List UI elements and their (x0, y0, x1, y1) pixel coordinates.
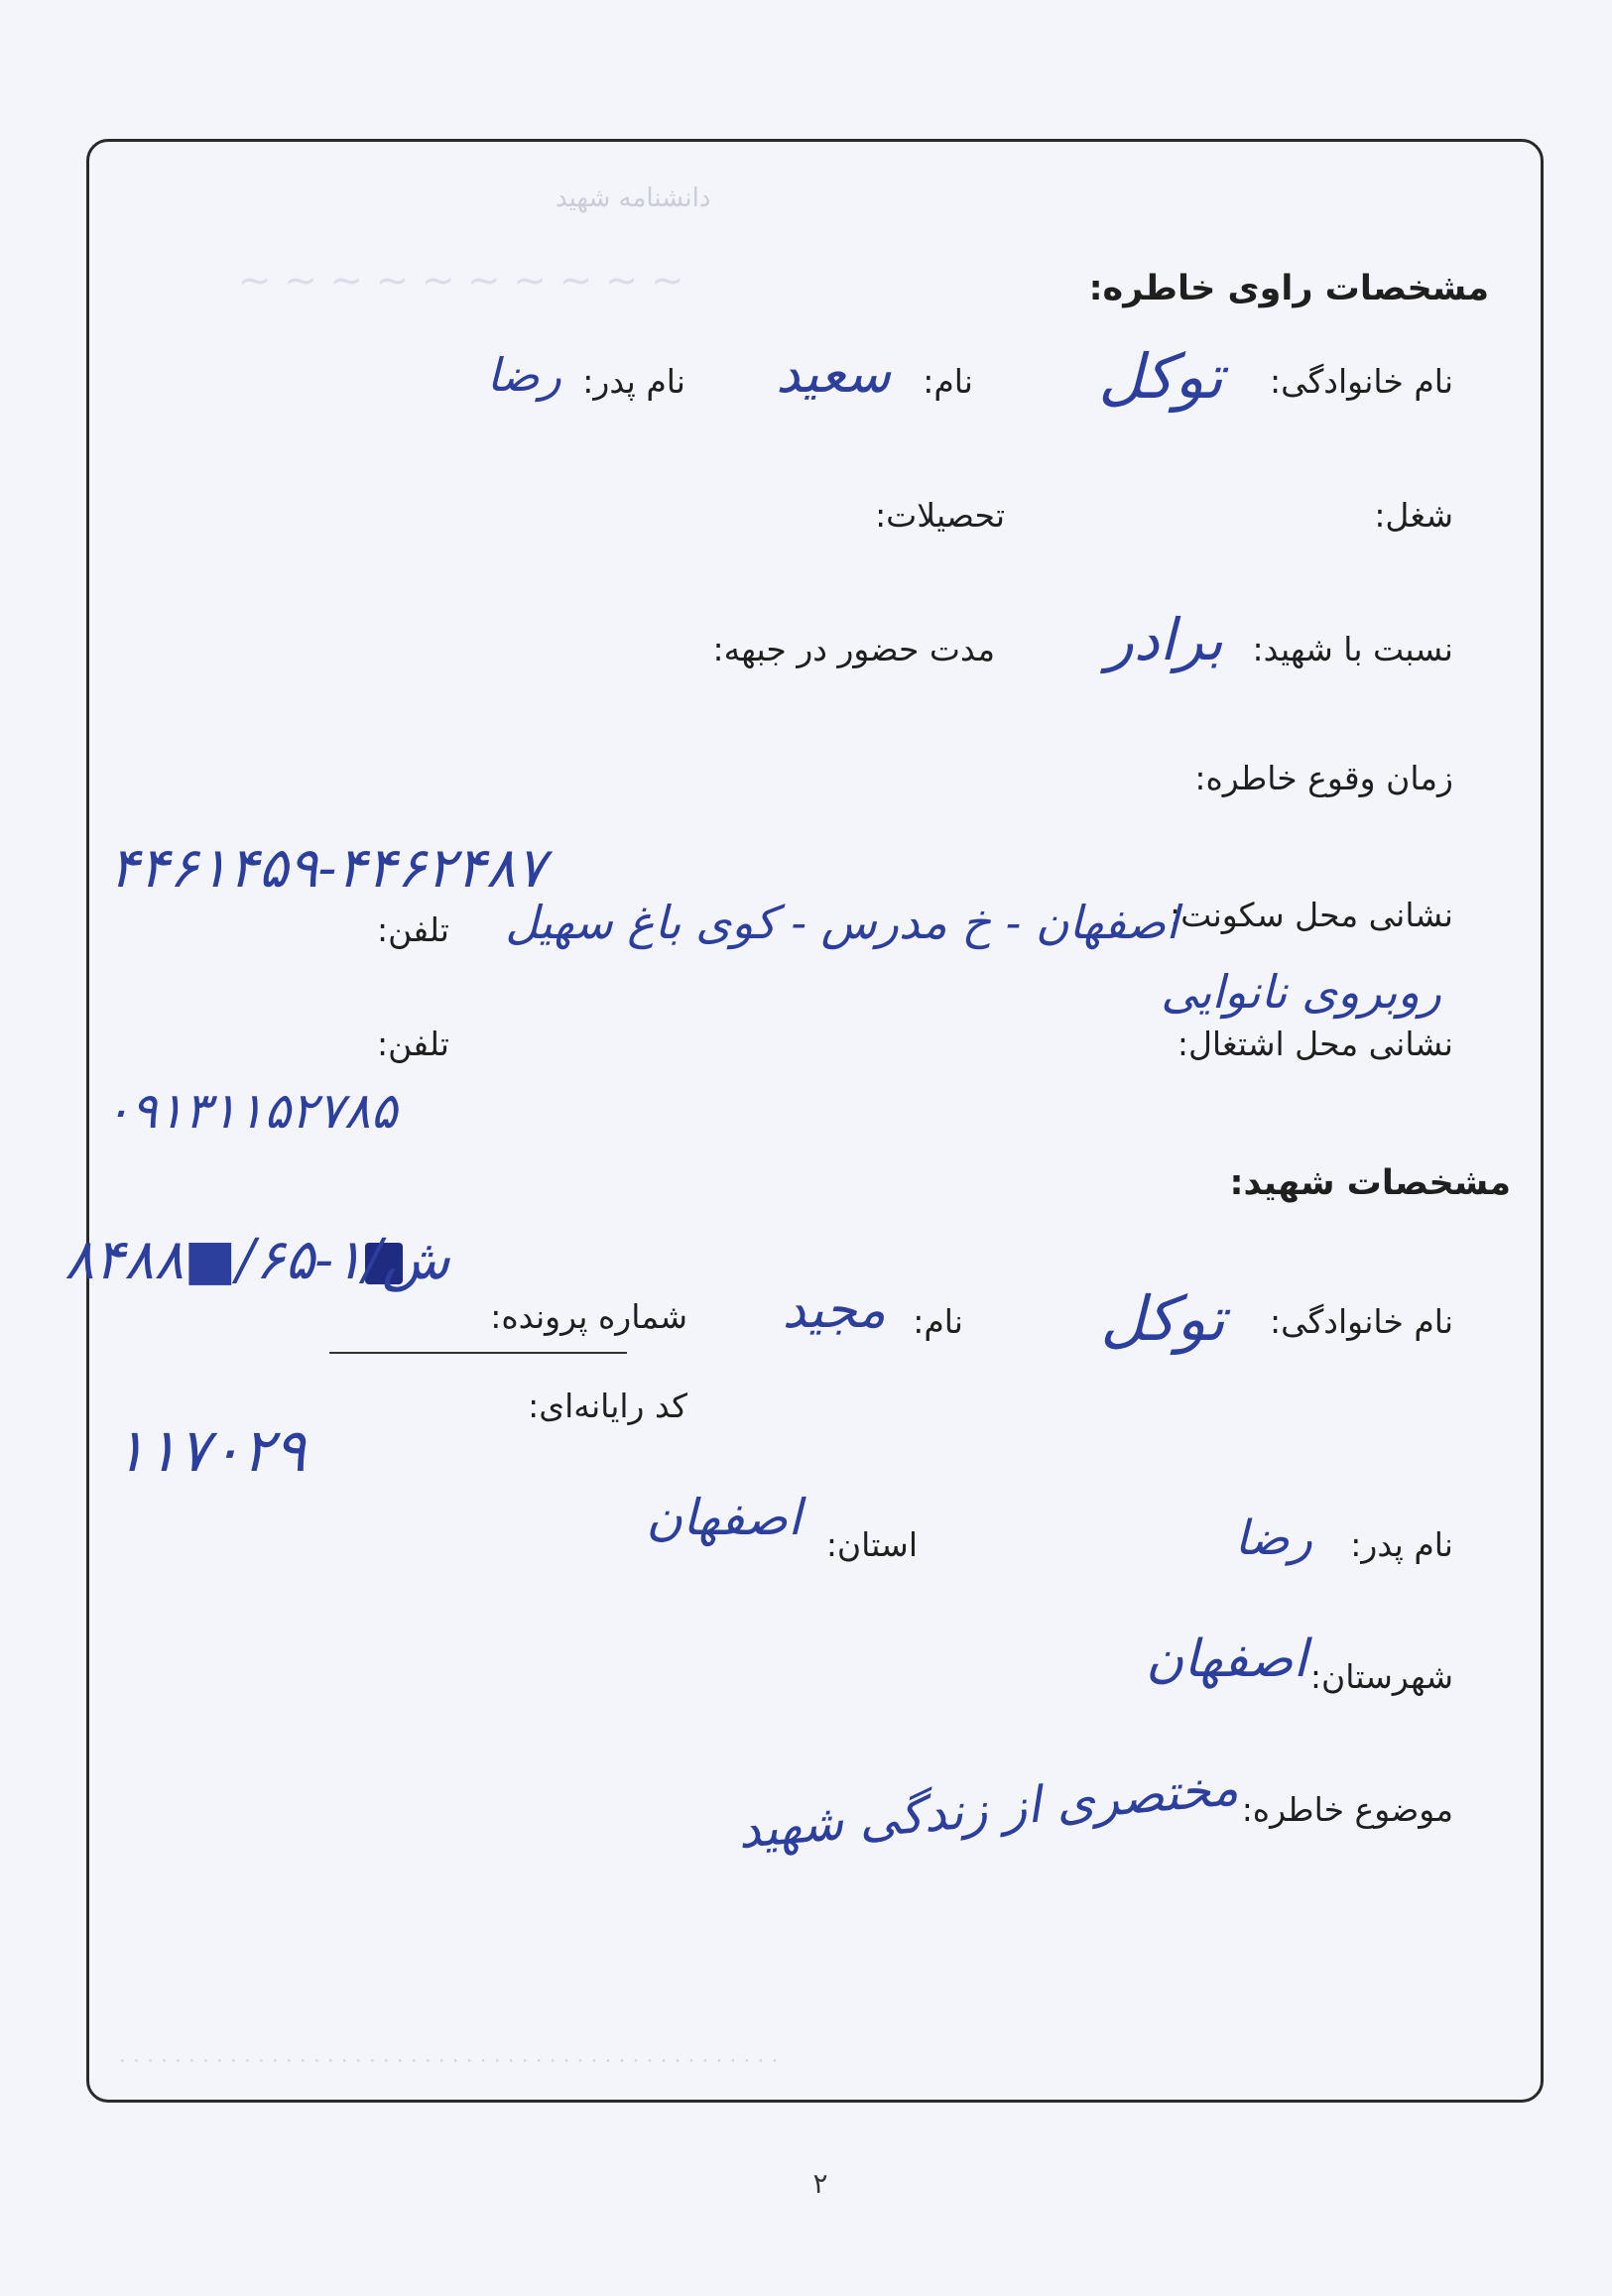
narrator-home-phone-label: تلفن: (376, 910, 449, 949)
martyr-family-name-value: توکل (1100, 1282, 1225, 1355)
memory-subject-value: مختصری از زندگی شهید (735, 1758, 1241, 1860)
martyr-family-name-label: نام خانوادگی: (1269, 1302, 1453, 1341)
martyr-county-value: اصفهان (1146, 1630, 1307, 1689)
martyr-heading: مشخصات شهید: (1229, 1163, 1511, 1203)
narrator-education-label: تحصیلات: (875, 496, 1005, 535)
narrator-father-name-value: رضا (486, 348, 561, 402)
narrator-home-address-label: نشانی محل سکونت: (1170, 896, 1453, 934)
martyr-province-value: اصفهان (646, 1489, 802, 1546)
show-through-text: . . . . . . . . . . . . . . . . . . . . . . . . . . . . . . . . . . . . . . . . . . . . . . . . (119, 2043, 779, 2068)
show-through-text: ~ ~ ~ ~ ~ ~ ~ ~ ~ ~ (238, 258, 684, 303)
memory-subject-label: موضوع خاطره: (1241, 1790, 1453, 1829)
martyr-computer-code-value: ۱۱۷۰۲۹ (114, 1416, 307, 1486)
narrator-heading: مشخصات راوی خاطره: (1088, 269, 1489, 308)
show-through-text: دانشنامه شهید (556, 183, 711, 213)
page-number: ۲ (812, 2167, 828, 2200)
narrator-first-name-label: نام: (923, 362, 973, 401)
narrator-relation-label: نسبت با شهید: (1252, 630, 1453, 668)
narrator-work-address-label: نشانی محل اشتغال: (1177, 1025, 1453, 1063)
narrator-front-duration-label: مدت حضور در جبهه: (712, 630, 995, 668)
narrator-home-address-value-line1: اصفهان - خ مدرس - کوی باغ سهیل (505, 896, 1178, 949)
narrator-memory-time-label: زمان وقوع خاطره: (1194, 759, 1453, 797)
narrator-home-address-value-line2: روبروی نانوایی (1161, 965, 1441, 1019)
martyr-first-name-value: مجید (782, 1280, 886, 1340)
narrator-occupation-label: شغل: (1374, 496, 1453, 535)
martyr-province-label: استان: (825, 1525, 918, 1564)
martyr-file-number-label: شماره پرونده: (490, 1297, 687, 1336)
narrator-work-phone-label: تلفن: (376, 1025, 449, 1063)
martyr-computer-code-label: کد رایانه‌ای: (528, 1387, 687, 1425)
martyr-file-number-value: ش/۱-۶۵/■۸۴۸۸ (64, 1228, 450, 1292)
narrator-family-name-value: توکل (1098, 340, 1223, 413)
narrator-first-name-value: سعید (776, 342, 891, 405)
file-number-underline (329, 1352, 627, 1354)
martyr-county-label: شهرستان: (1309, 1657, 1453, 1696)
narrator-home-phone-value: ۴۴۶۱۴۵۹-۴۴۶۲۴۸۷ (109, 836, 547, 901)
narrator-family-name-label: نام خانوادگی: (1269, 362, 1453, 401)
narrator-work-phone-value: ۰۹۱۳۱۱۵۲۷۸۵ (104, 1082, 398, 1140)
form-frame (64, 139, 1544, 2103)
martyr-father-name-value: رضا (1234, 1511, 1312, 1566)
martyr-father-name-label: نام پدر: (1350, 1525, 1453, 1564)
narrator-relation-value: برادر (1105, 606, 1223, 673)
narrator-father-name-label: نام پدر: (582, 362, 685, 401)
martyr-first-name-label: نام: (913, 1302, 963, 1341)
